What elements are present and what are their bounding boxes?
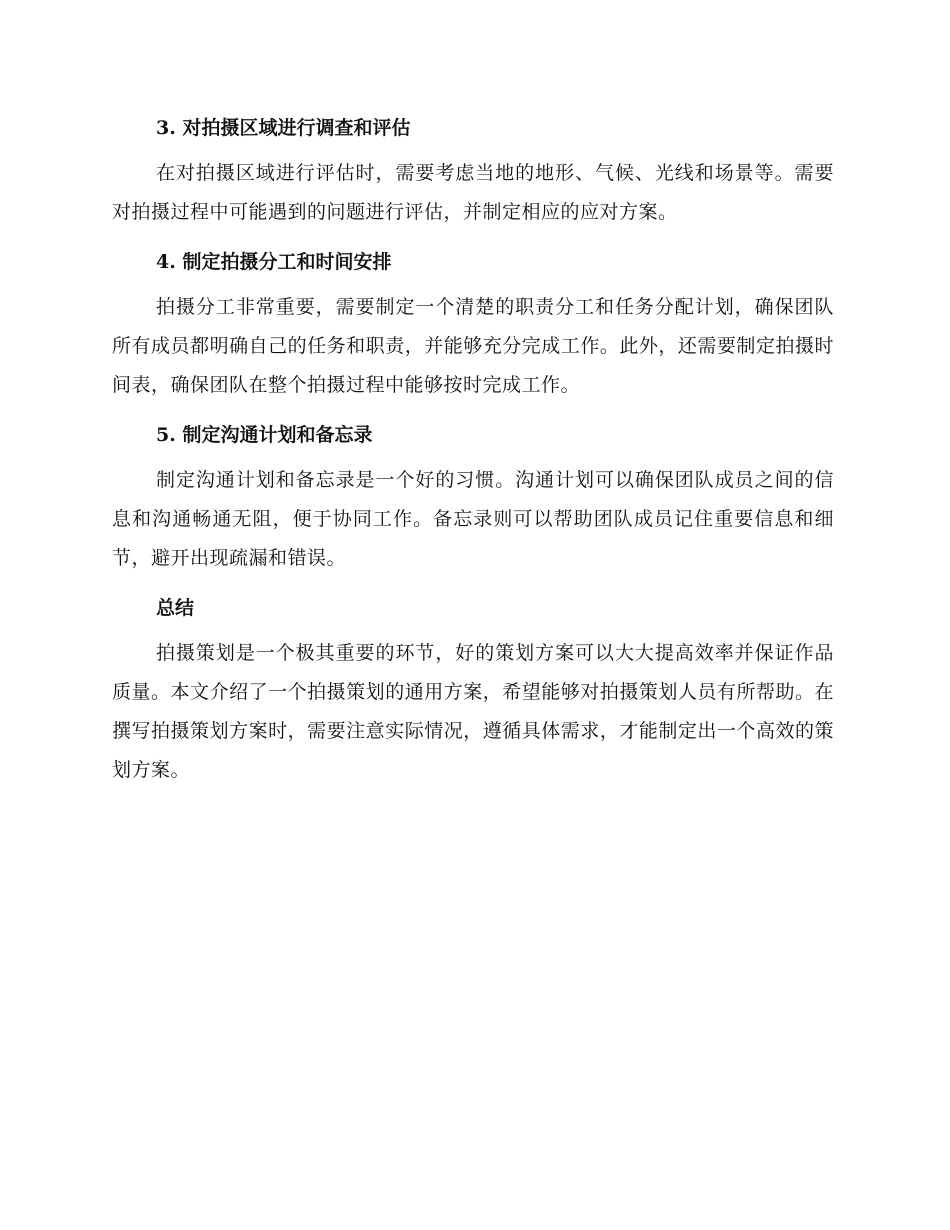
section-communication-plan [112, 415, 834, 578]
section-heading: 3. 对拍摄区域进行调查和评估 [156, 117, 411, 139]
section-division-of-labor [112, 242, 834, 405]
document-body [112, 108, 834, 800]
section-paragraph: 制定沟通计划和备忘录是一个好的习惯。沟通计划可以确保团队成员之间的信息和沟通畅通无阻，便于协同工作。备忘录则可以帮助团队成员记住重要信息和细节，避开出现疏漏和错误。 [112, 469, 834, 569]
section-paragraph: 拍摄分工非常重要，需要制定一个清楚的职责分工和任务分配计划，确保团队所有成员都明确自己的任务和职责，并能够充分完成工作。此外，还需要制定拍摄时间表，确保团队在整个拍摄过程中能够按时完成工作。 [112, 296, 834, 396]
section-paragraph: 拍摄策划是一个极其重要的环节，好的策划方案可以大大提高效率并保证作品质量。本文介绍了一个拍摄策划的通用方案，希望能够对拍摄策划人员有所帮助。在撰写拍摄策划方案时，需要注意实际情况，遵循具体需求，才能制定出一个高效的策划方案。 [112, 642, 834, 781]
section-paragraph: 在对拍摄区域进行评估时，需要考虑当地的地形、气候、光线和场景等。需要对拍摄过程中可能遇到的问题进行评估，并制定相应的应对方案。 [112, 162, 834, 223]
section-summary [112, 588, 834, 790]
section-survey [112, 108, 834, 232]
section-heading: 4. 制定拍摄分工和时间安排 [156, 251, 392, 273]
section-heading: 总结 [156, 597, 195, 619]
section-heading: 5. 制定沟通计划和备忘录 [156, 424, 373, 446]
